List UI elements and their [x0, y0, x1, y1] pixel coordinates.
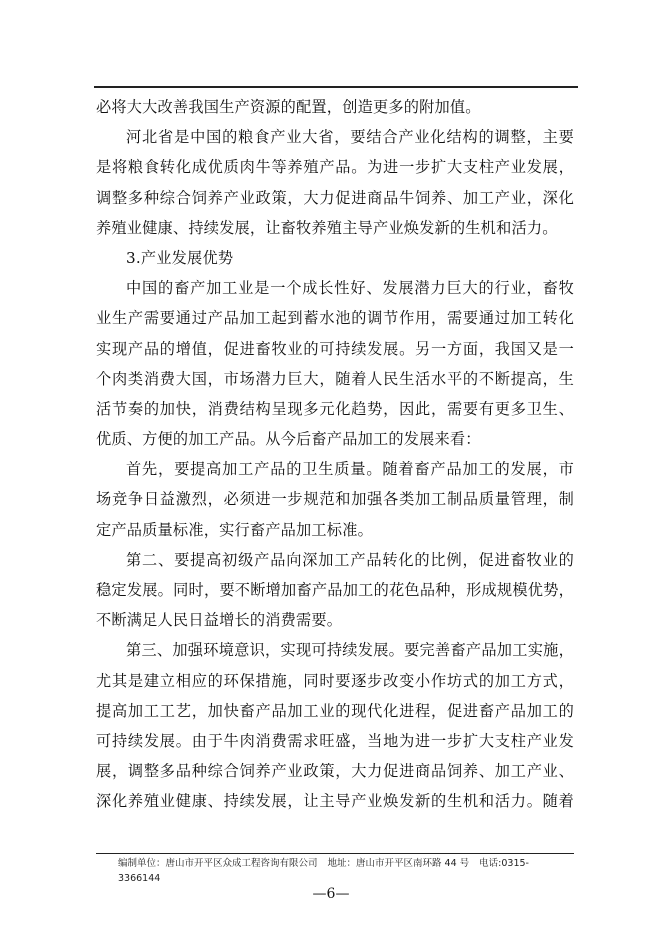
text-line: 首先，要提高加工产品的卫生质量。随着畜产品加工的发展，市 — [126, 460, 574, 479]
text-line: 场竞争日益激烈，必须进一步规范和加强各类加工制品质量管理，制 — [96, 490, 574, 509]
text-line: 实现产品的增值，促进畜牧业的可持续发展。另一方面，我国又是一 — [96, 339, 574, 358]
footer-phone-continued: 3366144 — [118, 873, 161, 884]
text-line: 深化养殖业健康、持续发展，让主导产业焕发新的生机和活力。随着 — [96, 792, 574, 811]
footer-unit: 编制单位：唐山市开平区众成工程咨询有限公司 — [118, 858, 318, 869]
text-line: 尤其是建立相应的环保措施，同时要逐步改变小作坊式的加工方式， — [96, 671, 574, 690]
document-body — [96, 92, 574, 817]
text-line: 个肉类消费大国，市场潜力巨大，随着人民生活水平的不断提高，生 — [96, 369, 574, 388]
text-line: 展，调整多品种综合饲养产业政策，大力促进商品饲养、加工产业、 — [96, 762, 574, 781]
text-line: 必将大大改善我国生产资源的配置，创造更多的附加值。 — [96, 98, 481, 116]
footer — [118, 856, 558, 886]
text-line: 第二、要提高初级产品向深加工产品转化的比例，促进畜牧业的 — [126, 550, 574, 569]
text-line: 定产品质量标准，实行畜产品加工标准。 — [96, 520, 373, 539]
text-line: 养殖业健康、持续发展，让畜牧养殖主导产业焕发新的生机和活力。 — [96, 218, 558, 237]
page-number: —6— — [312, 886, 350, 902]
footer-rule — [96, 853, 574, 854]
footer-phone: 电话:0315- — [479, 858, 529, 869]
text-line: 活节奏的加快，消费结构呈现多元化趋势，因此，需要有更多卫生、 — [96, 399, 574, 418]
text-line: 不断满足人民日益增长的消费需要。 — [96, 611, 343, 630]
text-line: 优质、方便的加工产品。从今后畜产品加工的发展来看： — [96, 430, 481, 449]
text-line: 是将粮食转化成优质肉牛等养殖产品。为进一步扩大支柱产业发展， — [96, 158, 574, 177]
text-line: 调整多种综合饲养产业政策，大力促进商品牛饲养、加工产业，深化 — [96, 188, 574, 207]
text-line: 稳定发展。同时，要不断增加畜产品加工的花色品种，形成规模优势， — [96, 581, 574, 599]
text-line: 第三、加强环境意识，实现可持续发展。要完善畜产品加工实施， — [126, 641, 574, 660]
text-line: 业生产需要通过产品加工起到蓄水池的调节作用，需要通过加工转化 — [96, 309, 574, 328]
text-line: 中国的畜产加工业是一个成长性好、发展潜力巨大的行业，畜牧 — [126, 279, 574, 298]
header-rule — [94, 86, 578, 88]
footer-address: 地址：唐山市开平区南环路 44 号 — [327, 858, 470, 869]
section-heading: 3.产业发展优势 — [126, 248, 234, 267]
text-line: 河北省是中国的粮食产业大省，要结合产业化结构的调整，主要 — [126, 128, 574, 147]
text-line: 提高加工工艺，加快畜产品加工业的现代化进程，促进畜产品加工的 — [96, 701, 574, 720]
text-line: 可持续发展。由于牛肉消费需求旺盛，当地为进一步扩大支柱产业发 — [96, 731, 574, 750]
